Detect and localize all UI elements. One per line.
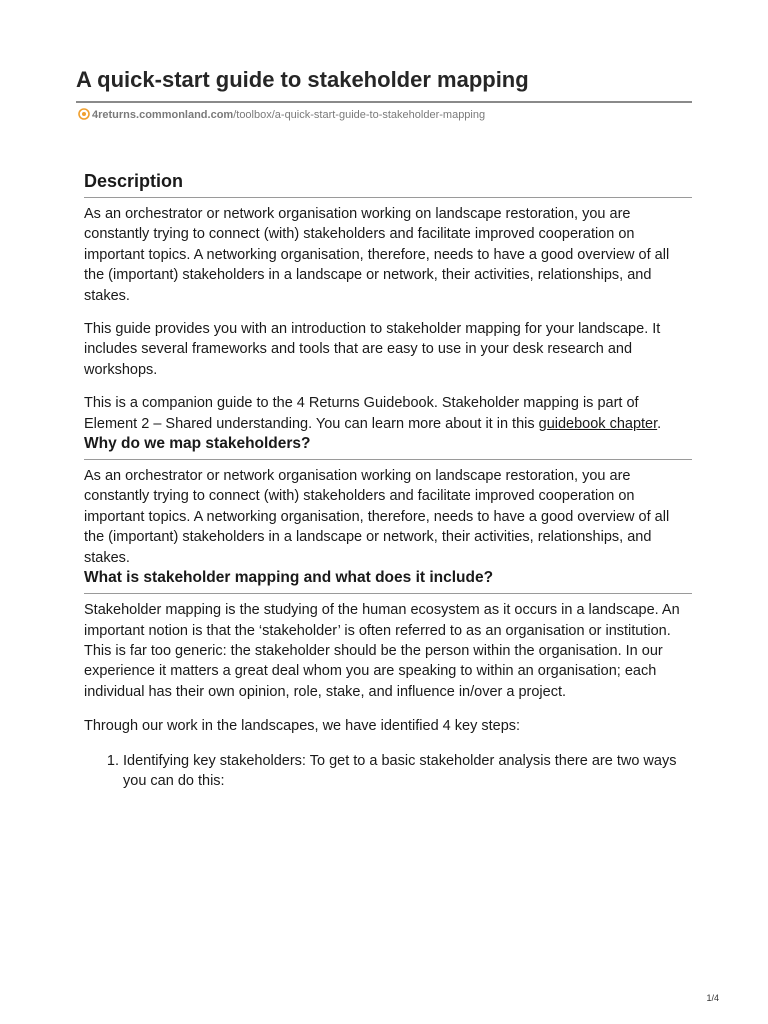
article-body — [84, 168, 692, 791]
description-paragraph-3 — [84, 393, 692, 434]
description-paragraph-3-text: This is a companion guide to the 4 Returns Guidebook. Stakeholder mapping is part of Element 2 – Shared understanding. You can learn more about it in this — [84, 395, 639, 432]
description-paragraph-1: As an orchestrator or network organisation working on landscape restoration, you are constantly trying to connect (with) stakeholders and facilitate improved cooperation on important topics. A networking organisation, therefore, needs to have a good overview of all the (important) stakeholders in a landscape or network, their activities, relationships, and stakes. — [84, 206, 670, 304]
key-steps-list — [84, 751, 692, 792]
source-domain: 4returns.commonland.com — [92, 109, 234, 121]
what-heading: What is stakeholder mapping and what does it include? — [84, 568, 692, 594]
guidebook-chapter-link[interactable]: guidebook chapter — [538, 415, 658, 432]
why-paragraph: As an orchestrator or network organisation working on landscape restoration, you are constantly trying to connect (with) stakeholders and facilitate improved cooperation on important topics. A networking organisation, therefore, needs to have a good overview of all the (important) stakeholders in a landscape or network, their activities, relationships, and stakes. — [84, 468, 670, 566]
why-heading: Why do we map stakeholders? — [84, 434, 692, 460]
source-path: /toolbox/a-quick-start-guide-to-stakeholder-mapping — [233, 109, 486, 121]
description-heading: Description — [84, 168, 692, 198]
page-title: A quick-start guide to stakeholder mapping — [76, 67, 529, 92]
list-item: 1. Identifying key stakeholders: To get to a basic stakeholder analysis there are two ways you can do this: — [123, 751, 692, 792]
description-paragraph-2: This guide provides you with an introduction to stakeholder mapping for your landscape. It includes several frameworks and tools that are easy to use in your desk research and workshops. — [84, 321, 661, 378]
what-paragraph-1: Stakeholder mapping is the studying of the human ecosystem as it occurs in a landscape. An important notion is that the ‘stakeholder’ is often referred to as an organisation or institution. This is far too generic: the stakeholder should be the person within the organisation. In our experience it matters a great deal whom you are speaking to within an organisation; each individual has their own opinion, role, stake, and influence in/over a project. — [84, 602, 680, 700]
what-paragraph-2: Through our work in the landscapes, we have identified 4 key steps: — [84, 718, 521, 735]
source-url[interactable] — [78, 107, 485, 123]
title-divider — [76, 101, 692, 103]
site-favicon-icon — [78, 108, 90, 120]
page-number: 1/4 — [706, 993, 719, 1003]
description-paragraph-3-end: . — [657, 415, 662, 432]
